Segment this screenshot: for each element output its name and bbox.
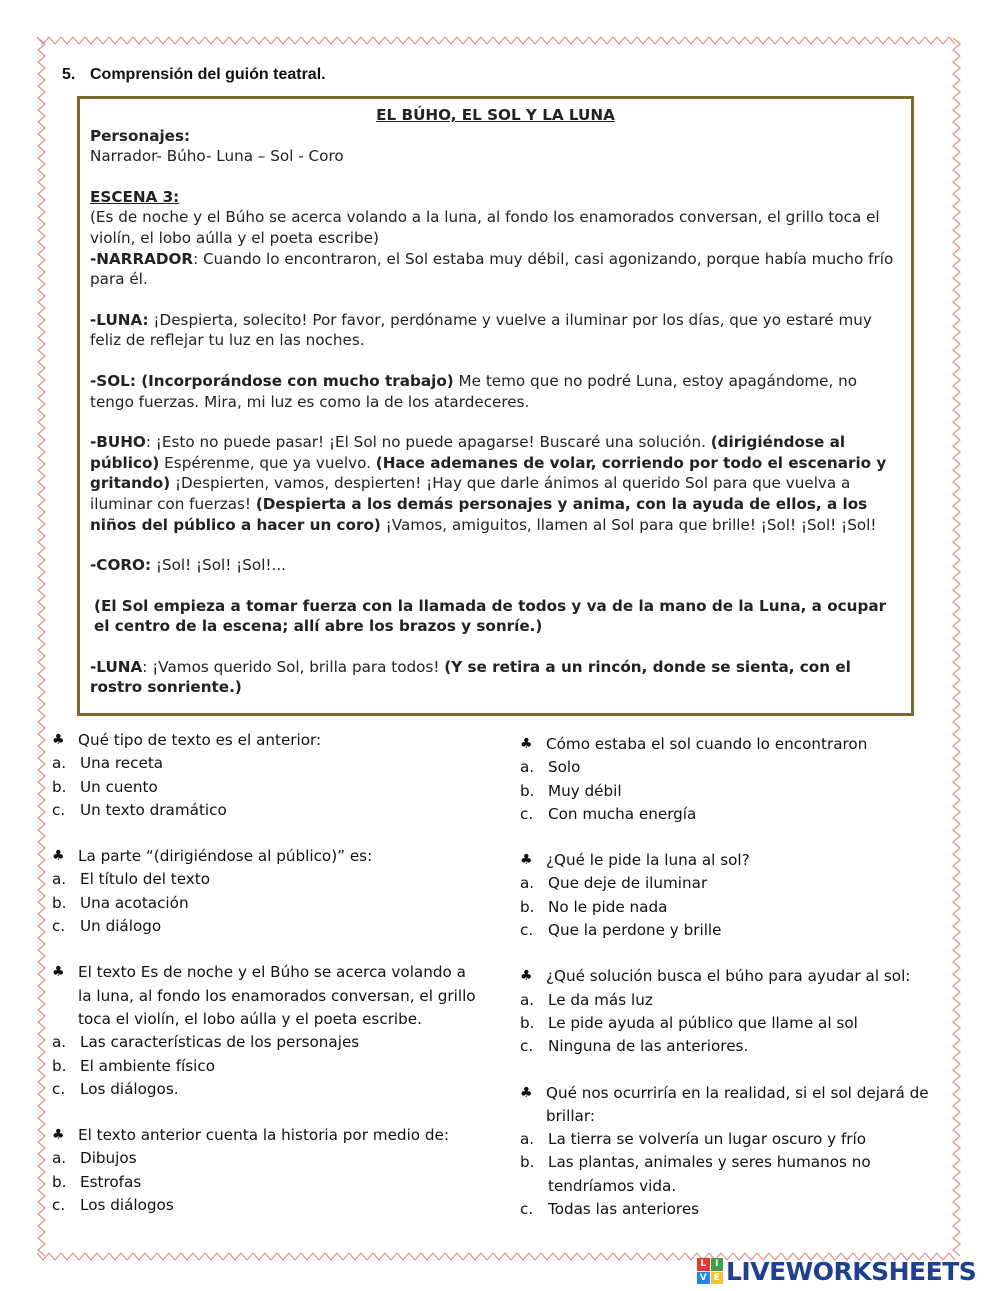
answer-option[interactable] — [520, 756, 960, 779]
scene-intro: (Es de noche y el Búho se acerca volando a la luna, al fondo los enamorados conversan, el grillo toca el violín, el lobo aúlla y el poeta escribe) — [90, 208, 880, 247]
option-letter: c. — [52, 1079, 66, 1098]
option-text: El ambiente físico — [80, 1056, 216, 1075]
answer-option[interactable] — [520, 1012, 960, 1035]
buho-stage-3: (Despierta a los demás personajes y anima, con la ayuda de ellos, a los niños del público a hacer un coro) — [90, 494, 868, 534]
question-text — [52, 845, 482, 868]
option-letter: c. — [520, 1037, 534, 1056]
option-letter: a. — [52, 754, 67, 773]
answer-option[interactable] — [520, 1151, 960, 1198]
option-letter: c. — [52, 800, 66, 819]
luna-stage-2: (Y se retira a un rincón, donde se sienta, con el rostro sonriente.) — [90, 657, 851, 697]
option-letter: c. — [520, 1200, 534, 1219]
liveworksheets-logo — [697, 1257, 976, 1285]
option-letter: b. — [52, 777, 67, 796]
play-title: EL BÚHO, EL SOL Y LA LUNA — [376, 106, 615, 124]
answer-option[interactable] — [520, 896, 960, 919]
answer-option[interactable] — [52, 868, 482, 891]
question-block — [52, 729, 482, 822]
option-letter: c. — [52, 1196, 66, 1215]
option-letter: a. — [52, 1149, 67, 1168]
option-letter: a. — [52, 870, 67, 889]
answer-option[interactable] — [52, 752, 482, 775]
club-bullet-icon: ♣ — [520, 1084, 533, 1101]
answer-option[interactable] — [520, 989, 960, 1012]
question-text — [52, 1124, 482, 1147]
sol-text: Me temo que no podré Luna, estoy apagándome, no tengo fuerzas. Mira, mi luz es como la de los atardeceres. — [90, 371, 858, 411]
option-text: No le pide nada — [548, 897, 668, 916]
answer-options — [52, 752, 482, 822]
answer-options — [520, 989, 960, 1059]
option-text: La tierra se volvería un lugar oscuro y frío — [548, 1130, 867, 1149]
sol-label: -SOL: (Incorporándose con mucho trabajo) — [90, 371, 454, 390]
option-letter: b. — [52, 1172, 67, 1191]
characters-heading: Personajes: — [90, 126, 191, 145]
top-zigzag-border — [37, 36, 959, 46]
buho-stage-1: (dirigiéndose al público) — [90, 433, 846, 472]
luna-label-1: -LUNA: — [90, 310, 149, 329]
question-label: ¿Qué solución busca el búho para ayudar al sol: — [546, 967, 911, 986]
answer-option[interactable] — [52, 799, 482, 822]
question-label: Qué tipo de texto es el anterior: — [78, 731, 322, 749]
question-label: Qué nos ocurriría en la realidad, si el sol dejará de brillar: — [546, 1083, 929, 1125]
answer-option[interactable] — [52, 1147, 482, 1170]
club-bullet-icon: ♣ — [52, 732, 65, 748]
sol-line — [90, 371, 901, 412]
club-bullet-icon: ♣ — [520, 852, 533, 869]
luna-label-2: -LUNA — [90, 657, 143, 676]
question-block — [520, 733, 960, 826]
answer-option[interactable] — [520, 919, 960, 942]
option-letter: c. — [520, 921, 534, 940]
club-bullet-icon: ♣ — [520, 736, 533, 752]
option-text: El título del texto — [80, 870, 211, 889]
question-block — [520, 849, 960, 942]
characters-list: Narrador- Búho- Luna – Sol - Coro — [90, 147, 344, 166]
answer-option[interactable] — [520, 780, 960, 803]
option-letter: c. — [52, 917, 66, 936]
option-text: Todas las anteriores — [548, 1200, 700, 1219]
answer-option[interactable] — [520, 872, 960, 895]
answer-option[interactable] — [52, 776, 482, 799]
stage-direction: (El Sol empieza a tomar fuerza con la llamada de todos y va de la mano de la Luna, a ocupar el centro de la escena; allí abre los brazos y sonríe.) — [94, 596, 887, 636]
question-label: La parte “(dirigiéndose al público)” es: — [78, 847, 373, 866]
narrador-label: -NARRADOR — [90, 249, 194, 268]
question-block — [520, 965, 960, 1058]
questions-left-column — [52, 729, 482, 1240]
question-text — [52, 961, 482, 1031]
option-text: Solo — [548, 758, 581, 777]
coro-line — [90, 555, 901, 576]
coro-text: ¡Sol! ¡Sol! ¡Sol!... — [151, 556, 286, 575]
option-letter: b. — [520, 897, 535, 916]
answer-option[interactable] — [520, 803, 960, 826]
question-block — [52, 961, 482, 1101]
luna-line-2 — [90, 657, 901, 698]
question-text — [52, 729, 482, 752]
question-block — [52, 845, 482, 938]
option-letter: a. — [520, 758, 535, 777]
logo-cube-cell: I — [711, 1258, 724, 1271]
answer-option[interactable] — [52, 1055, 482, 1078]
option-text: Dibujos — [80, 1149, 137, 1168]
option-text: Que deje de iluminar — [548, 874, 708, 893]
luna-text-2: : ¡Vamos querido Sol, brilla para todos! — [142, 657, 445, 676]
answer-options — [52, 868, 482, 938]
section-title: Comprensión del guión teatral. — [90, 66, 326, 83]
option-text: Un texto dramático — [80, 800, 227, 819]
option-text: Con mucha energía — [548, 804, 697, 823]
section-heading — [62, 66, 326, 84]
answer-option[interactable] — [52, 915, 482, 938]
narrador-text: : Cuando lo encontraron, el Sol estaba muy débil, casi agonizando, porque había mucho frío para él. — [90, 249, 894, 289]
scene-heading: ESCENA 3: — [90, 187, 180, 206]
club-bullet-icon: ♣ — [520, 968, 533, 985]
answer-options — [520, 872, 960, 942]
section-number: 5. — [62, 66, 76, 83]
club-bullet-icon: ♣ — [52, 964, 65, 981]
answer-option[interactable] — [52, 1171, 482, 1194]
answer-option[interactable] — [52, 892, 482, 915]
answer-options — [520, 756, 960, 826]
option-text: Muy débil — [548, 781, 622, 800]
answer-options — [52, 1147, 482, 1217]
option-letter: b. — [52, 1056, 67, 1075]
narrador-line — [90, 249, 901, 290]
question-text — [520, 849, 960, 872]
buho-text-4: ¡Vamos, amiguitos, llamen al Sol para que brille! ¡Sol! ¡Sol! ¡Sol! — [380, 515, 877, 534]
logo-cube-cell: V — [697, 1272, 710, 1285]
answer-options — [520, 1128, 960, 1221]
coro-label: -CORO: — [90, 556, 152, 575]
buho-line — [90, 432, 901, 535]
option-letter: b. — [520, 1153, 535, 1172]
club-bullet-icon: ♣ — [52, 848, 65, 865]
option-letter: b. — [520, 1013, 535, 1032]
option-letter: a. — [52, 1033, 67, 1052]
left-zigzag-border — [37, 38, 47, 1258]
option-text: Le pide ayuda al público que llame al sol — [548, 1013, 858, 1032]
questions-right-column — [520, 733, 960, 1244]
question-label: Cómo estaba el sol cuando lo encontraron — [546, 735, 868, 753]
answer-option[interactable] — [52, 1031, 482, 1054]
question-text — [520, 965, 960, 988]
answer-option[interactable] — [52, 1194, 482, 1217]
question-label: El texto anterior cuenta la historia por medio de: — [78, 1126, 450, 1145]
question-text — [520, 1082, 960, 1129]
question-block — [52, 1124, 482, 1217]
question-label: ¿Qué le pide la luna al sol? — [546, 851, 750, 870]
buho-stage-2: (Hace ademanes de volar, corriendo por todo el escenario y gritando) — [90, 453, 887, 493]
question-text — [520, 733, 960, 756]
option-text: Que la perdone y brille — [548, 921, 722, 940]
option-text: Una acotación — [80, 893, 189, 912]
option-text: Los diálogos — [80, 1196, 174, 1215]
luna-line-1 — [90, 310, 901, 351]
logo-cube-cell: L — [697, 1258, 710, 1271]
logo-text: LIVEWORKSHEETS — [726, 1256, 977, 1286]
answer-options — [52, 1031, 482, 1101]
option-letter: a. — [520, 874, 535, 893]
option-text: Una receta — [80, 754, 164, 773]
buho-text-2: Espérenme, que ya vuelvo. — [159, 453, 376, 472]
buho-text-3: ¡Despierten, vamos, despierten! ¡Hay que darle ánimos al querido Sol para que vuelva a iluminar con fuerzas! — [90, 474, 851, 513]
play-script-box — [77, 96, 914, 716]
option-text: Ninguna de las anteriores. — [548, 1037, 749, 1056]
buho-label: -BUHO — [90, 433, 146, 452]
option-letter: a. — [520, 1130, 535, 1149]
answer-option[interactable] — [520, 1128, 960, 1151]
option-text: Las características de los personajes — [80, 1033, 360, 1052]
option-text: Un diálogo — [80, 917, 162, 936]
option-text: Las plantas, animales y seres humanos no tendríamos vida. — [548, 1153, 871, 1195]
question-block — [520, 1082, 960, 1222]
answer-option[interactable] — [52, 1078, 482, 1101]
logo-cube-icon — [697, 1258, 723, 1284]
club-bullet-icon: ♣ — [52, 1127, 65, 1144]
option-text: Un cuento — [80, 777, 158, 796]
logo-cube-cell: E — [711, 1272, 724, 1285]
option-letter: b. — [52, 893, 67, 912]
buho-text-1: : ¡Esto no puede pasar! ¡El Sol no puede apagarse! Buscaré una solución. — [145, 433, 711, 452]
question-label: El texto Es de noche y el Búho se acerca volando a la luna, al fondo los enamorados conversan, el grillo toca el violín, el lobo aúlla y el poeta escribe. — [78, 963, 476, 1028]
option-letter: c. — [520, 804, 534, 823]
option-text: Le da más luz — [548, 990, 653, 1009]
option-text: Estrofas — [80, 1172, 142, 1191]
option-letter: a. — [520, 990, 535, 1009]
option-letter: b. — [520, 781, 535, 800]
answer-option[interactable] — [520, 1035, 960, 1058]
luna-text-1: ¡Despierta, solecito! Por favor, perdóname y vuelve a iluminar por los días, que yo estaré muy feliz de reflejar tu luz en las noches. — [90, 310, 872, 350]
option-text: Los diálogos. — [80, 1079, 179, 1098]
answer-option[interactable] — [520, 1198, 960, 1221]
